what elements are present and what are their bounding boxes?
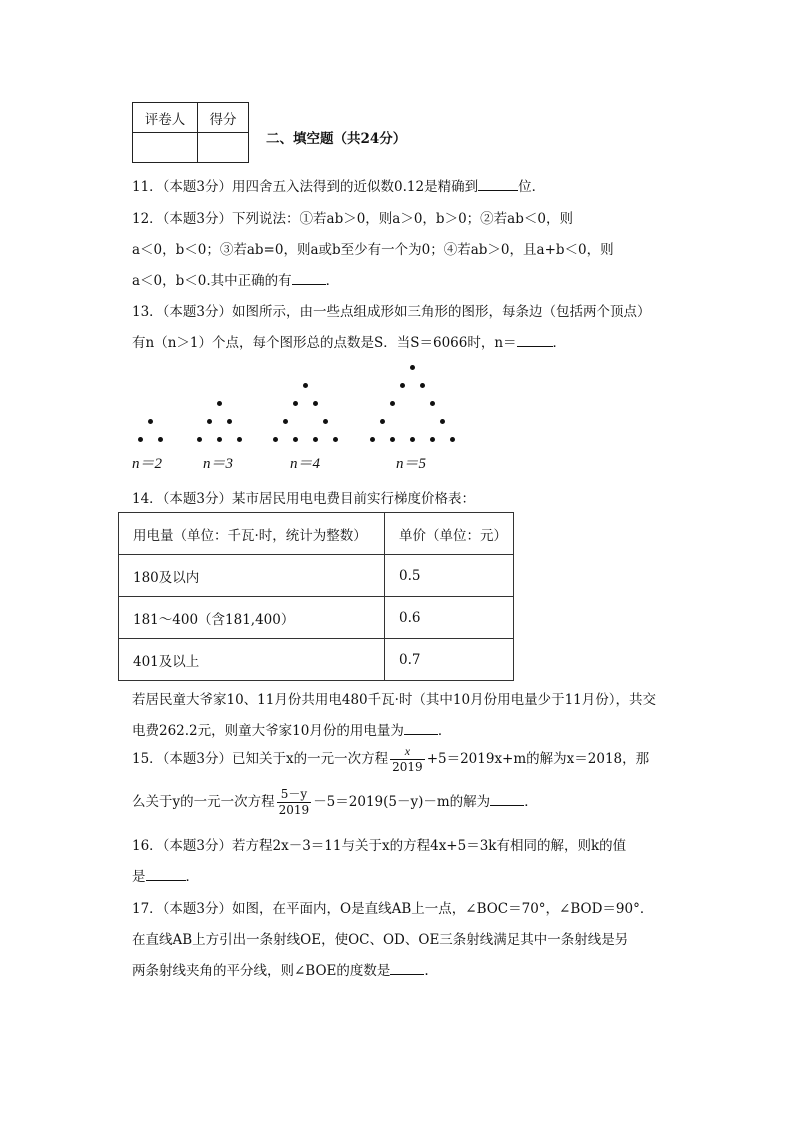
- dot: [430, 401, 435, 406]
- dot: [390, 437, 395, 442]
- question-12-line1: 12．（本题3分）下列说法：①若ab＞0，则a＞0，b＞0；②若ab＜0，则: [132, 211, 573, 227]
- table-cell: 0.7: [385, 639, 514, 681]
- table-row: [119, 555, 514, 597]
- table-cell: 181～400（含181,400）: [119, 597, 385, 639]
- dot: [420, 383, 425, 388]
- dot: [227, 419, 232, 424]
- table-header-row: [119, 513, 514, 555]
- question-17-line2: 在直线AB上方引出一条射线OE，使OC、OD、OE三条射线满足其中一条射线是另: [132, 932, 629, 948]
- header-usage: 用电量（单位：千瓦·时，统计为整数）: [119, 513, 385, 555]
- dot: [237, 437, 242, 442]
- dot: [293, 401, 298, 406]
- table-cell: 180及以内: [119, 555, 385, 597]
- reviewer-cell[interactable]: [133, 133, 198, 163]
- figure-label-n5: n＝5: [396, 456, 427, 472]
- score-cell[interactable]: [198, 133, 249, 163]
- dot: [313, 401, 318, 406]
- question-16-line1: 16．（本题3分）若方程2x－3＝11与关于x的方程4x+5＝3k有相同的解，则k的值: [132, 838, 627, 854]
- dot: [450, 437, 455, 442]
- question-17-line3: 两条射线夹角的平分线，则∠BOE的度数是 .: [132, 963, 429, 979]
- score-label: 得分: [198, 103, 249, 133]
- question-11: 11．（本题3分）用四舍五入法得到的近似数0.12是精确到 位．: [132, 179, 546, 195]
- dot: [197, 437, 202, 442]
- dot: [390, 401, 395, 406]
- table-cell: 0.5: [385, 555, 514, 597]
- dot: [283, 419, 288, 424]
- dot: [370, 437, 375, 442]
- score-table: [132, 102, 249, 163]
- fraction: $\frac{5-y}{2019}$: [278, 787, 310, 817]
- question-17-line1: 17．（本题3分）如图，在平面内，O是直线AB上一点，∠BOC＝70°，∠BOD＝90°．: [132, 901, 654, 917]
- fraction: $\frac{x}{2019}$: [392, 744, 423, 774]
- q16-blank[interactable]: [146, 879, 186, 881]
- question-13-line1: 13．（本题3分）如图所示，由一些点组成形如三角形的图形，每条边（包括两个顶点）: [132, 304, 651, 320]
- dot: [333, 437, 338, 442]
- dot: [313, 437, 318, 442]
- q11-blank[interactable]: [478, 189, 518, 191]
- q12-blank[interactable]: [292, 283, 326, 285]
- dot: [217, 437, 222, 442]
- reviewer-label: 评卷人: [133, 103, 198, 133]
- question-14-line2: 若居民童大爷家10、11月份共用电480千瓦·时（其中10月份用电量少于11月份），共交: [132, 692, 657, 708]
- question-14-line3: 电费262.2元，则童大爷家10月份的用电量为 ．: [132, 723, 452, 739]
- dot: [323, 419, 328, 424]
- dot: [400, 383, 405, 388]
- dot: [303, 383, 308, 388]
- dot: [148, 419, 153, 424]
- question-12-line3: a＜0，b＜0.其中正确的有 ．: [132, 273, 340, 289]
- q14-blank[interactable]: [404, 733, 438, 735]
- dot: [380, 419, 385, 424]
- dot: [293, 437, 298, 442]
- dot: [410, 365, 415, 370]
- dot: [138, 437, 143, 442]
- question-14-intro: 14．（本题3分）某市居民用电电费目前实行梯度价格表：: [132, 491, 476, 507]
- table-cell: 0.6: [385, 597, 514, 639]
- dot: [217, 401, 222, 406]
- question-13-line2: 有n（n＞1）个点，每个图形总的点数是S．当S＝6066时，n＝ ．: [132, 335, 567, 351]
- price-table: [118, 512, 514, 681]
- section-title: 二、填空题（共24分）: [266, 131, 407, 147]
- question-15-line1: 15．（本题3分）已知关于x的一元一次方程 $\frac{x}{2019}$ +5＝2019x+m的解为x＝2018，那: [132, 744, 650, 774]
- table-row: [119, 597, 514, 639]
- dot: [207, 419, 212, 424]
- header-price: 单价（单位：元）: [385, 513, 514, 555]
- dot: [430, 437, 435, 442]
- dot: [410, 437, 415, 442]
- question-15-line2: 么关于y的一元一次方程 $\frac{5-y}{2019}$ －5＝2019(5－y)－m的解为 ．: [132, 787, 538, 817]
- dot: [158, 437, 163, 442]
- q13-blank[interactable]: [517, 345, 553, 347]
- q17-blank[interactable]: [390, 973, 424, 975]
- dot: [273, 437, 278, 442]
- q15-blank[interactable]: [490, 804, 524, 806]
- figure-label-n2: n＝2: [132, 456, 163, 472]
- question-16-line2: 是 ．: [132, 869, 199, 885]
- figure-label-n3: n＝3: [203, 456, 234, 472]
- figure-label-n4: n＝4: [290, 456, 321, 472]
- table-row: [119, 639, 514, 681]
- table-cell: 401及以上: [119, 639, 385, 681]
- question-12-line2: a＜0，b＜0；③若ab=0，则a或b至少有一个为0；④若ab＞0，且a+b＜0，则: [132, 242, 614, 258]
- dot: [440, 419, 445, 424]
